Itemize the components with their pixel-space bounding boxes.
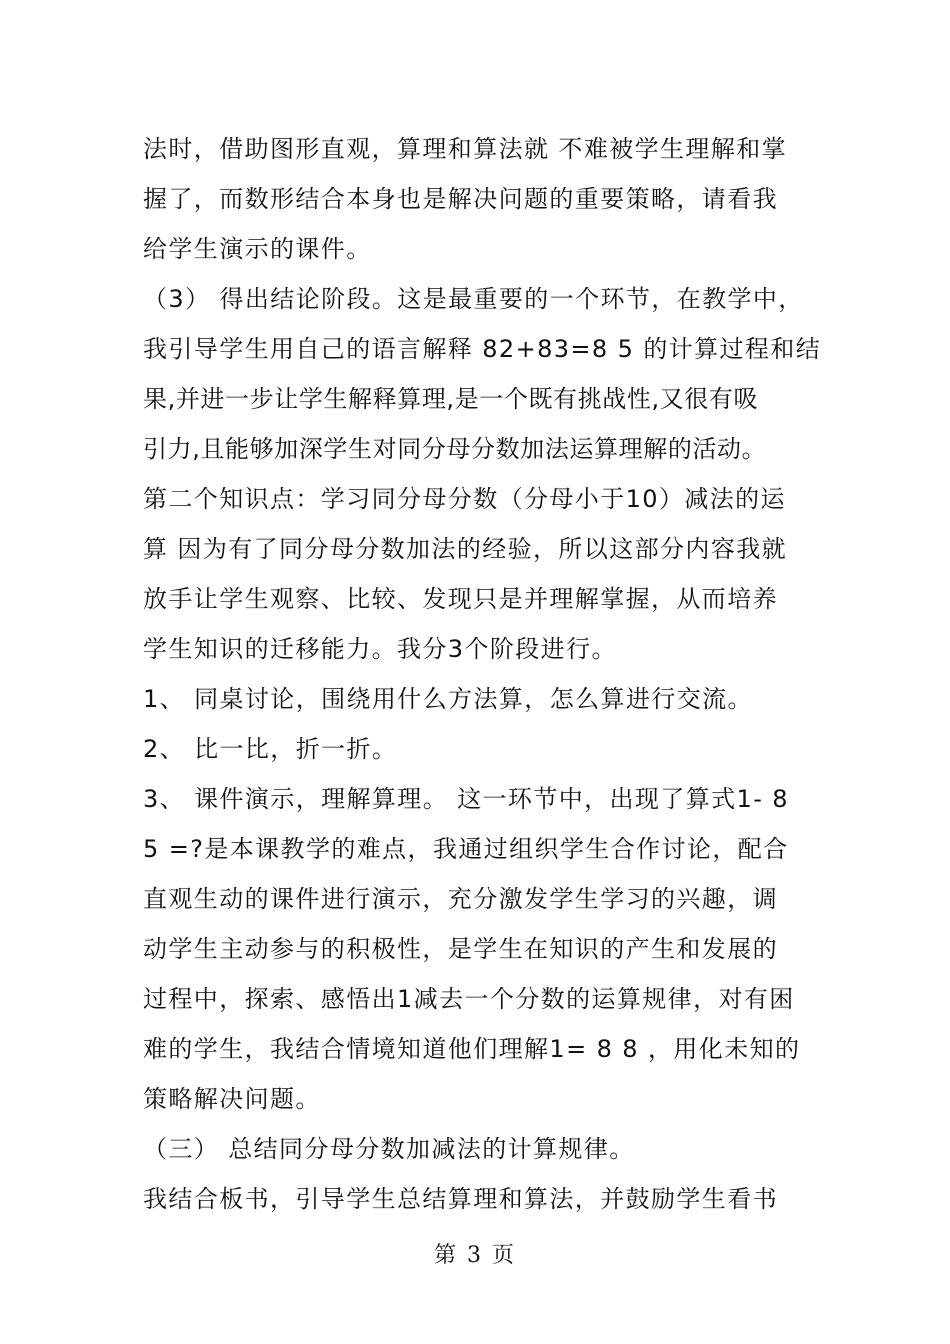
text-line: 难的学生，我结合情境知道他们理解1= 8 8 ，用化未知的 xyxy=(143,1035,801,1063)
text-line: 直观生动的课件进行演示，充分激发学生学习的兴趣，调 xyxy=(143,885,778,913)
text-line: 学生知识的迁移能力。我分3个阶段进行。 xyxy=(143,635,617,663)
text-line: 5 =?是本课教学的难点，我通过组织学生合作讨论，配合 xyxy=(143,835,789,863)
body-text xyxy=(143,124,823,1224)
text-line: 过程中，探索、感悟出1减去一个分数的运算规律，对有困 xyxy=(143,985,795,1013)
text-line: 放手让学生观察、比较、发现只是并理解掌握，从而培养 xyxy=(143,585,778,613)
text-line: （3） 得出结论阶段。这是最重要的一个环节，在教学中， xyxy=(143,285,804,313)
text-line: （三） 总结同分母分数加减法的计算规律。 xyxy=(143,1135,635,1163)
text-line: 第二个知识点：学习同分母分数（分母小于10）减法的运 xyxy=(143,485,786,513)
text-line: 引力,且能够加深学生对同分母分数加法运算理解的活动。 xyxy=(143,435,767,463)
text-line: 动学生主动参与的积极性，是学生在知识的产生和发展的 xyxy=(143,935,778,963)
text-line: 我引导学生用自己的语言解释 82+83=8 5 的计算过程和结 xyxy=(143,335,822,363)
text-line: 果,并进一步让学生解释算理,是一个既有挑战性,又很有吸 xyxy=(143,385,759,413)
text-line: 1、 同桌讨论，围绕用什么方法算，怎么算进行交流。 xyxy=(143,685,753,713)
text-line: 给学生演示的课件。 xyxy=(143,235,372,263)
text-line: 算 因为有了同分母分数加法的经验，所以这部分内容我就 xyxy=(143,535,788,563)
page-number: 第 3 页 xyxy=(434,1243,516,1268)
text-line: 握了，而数形结合本身也是解决问题的重要策略，请看我 xyxy=(143,185,778,213)
text-line: 2、 比一比，折一折。 xyxy=(143,735,398,763)
text-line: 策略解决问题。 xyxy=(143,1085,321,1113)
text-line: 我结合板书，引导学生总结算理和算法，并鼓励学生看书 xyxy=(143,1185,778,1213)
text-line: 法时，借助图形直观，算理和算法就 不难被学生理解和掌 xyxy=(143,135,788,163)
text-line: 3、 课件演示，理解算理。 这一环节中，出现了算式1- 8 xyxy=(143,785,789,813)
